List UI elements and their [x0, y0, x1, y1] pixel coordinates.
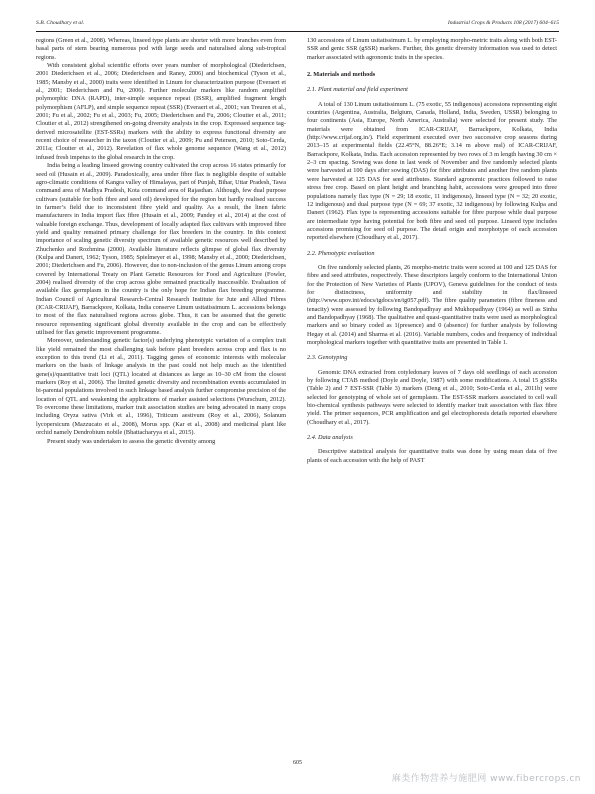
paragraph: With consistent global scientific efforts over years number of morphological (Diederichsen, 2001 Diederichsen et al., 2006; Diederichsen and Raney, 2006) and biochemical (Tyson et al., 1985; Mansby et al., 2000) traits were identified in Linum for characterization purpose (Everaert et al., 2001; Diederichsen and Fu, 2006). Further molecular markers like random amplified polymorphic DNA (RAPD), inter-simple sequence repeat (ISSR), amplified fragment length polymorphism (AFLP), and simple sequence repeat (SSR) (Everaert et al., 2001; van Treuren et al., 2001; Fu et al., 2002; Fu et al., 2003; Fu, 2005; Diederichsen and Fu, 2006; Cloutier et al., 2011; Cloutier et al., 2012) strengthened on-going diversity analysis in the crop. Expressed sequence tag-derived microsatellite (EST-SSRs) markers with the ability to express functional diversity are recent choice of researcher in the taxon (Cloutier et al., 2009; Pu and Peterson, 2010; Soto-Cerda, 2011a; Cloutier et al., 2012). Revelation of flax whole genome sequence (Wang et al., 2012) infused fresh impetus to the global research in the crop.	[36, 62, 286, 161]
paragraph: 130 accessions of Linum usitatissimum L. by employing morpho-metric traits along with both EST-SSR and genic SSR (gSSR) markers. Further, this genetic diversity information was used to detect marker associated with agronomic traits in the species.	[307, 37, 557, 61]
subsection-heading: 2.2. Phenotypic evaluation	[307, 249, 375, 257]
left-column	[36, 37, 286, 446]
subsection-heading: 2.4. Data analysis	[307, 434, 353, 442]
page-number: 605	[293, 760, 302, 766]
running-header-authors: S.B. Choudhary et al.	[36, 20, 85, 26]
section-heading: 2. Materials and methods	[307, 71, 376, 79]
right-column	[307, 37, 557, 465]
paragraph: regions (Green et al., 2008). Whereas, linseed type plants are shorter with more branches even from basal parts of stem bearing numerous pod with large seeds and naturalised along sub-tropical regions.	[36, 37, 286, 61]
subsection-heading: 2.1. Plant material and field experiment	[307, 86, 408, 94]
subsection-heading: 2.3. Genotyping	[307, 354, 348, 362]
paragraph: On five randomly selected plants, 26 morpho-metric traits were scored at 100 and 125 DAS for fibre and seed attributes, respectively. These descriptors largely conform to the International Union for the Protection of New Varieties of Plants (UPOV), Geneva guidelines for the conduct of tests for distinctness, uniformity and stability in flax/linseed (http://www.upov.int/edocs/tgdocs/en/tg057.pdf). The fibre quality parameters (fibre fineness and tenacity) were assessed by following Bandopadhyay and Mukhopadhyay (1964) as well as Sinha and Bandopadhyay (1968). The qualitative and quasi-quantitative traits were used as morphological markers and so binary coded as 1(presence) and 0 (absence) for further analysis by following Hegay et al. (2014) and Sharma et al. (2016). Variable numbers, codes and frequency of individual morphological markers together with quantitative traits are presented in Table 1.	[307, 263, 557, 346]
header-rule	[36, 31, 559, 32]
paragraph: Present study was undertaken to assess the genetic diversity among	[47, 437, 216, 445]
paragraph: Descriptive statistical analysis for quantitative traits was done by using mean data of five plants of each accession with the help of PAST	[307, 448, 557, 464]
running-header-journal: Industrial Crops & Products 108 (2017) 604–615	[447, 20, 559, 26]
watermark: 麻类作物营养与施肥网 www.fibercrops.cn	[391, 774, 581, 784]
paragraph: A total of 130 Linum usitatissimum L. (75 exotic, 55 indigenous) accessions representing eight countries (Argentina, Australia, Belgium, Canada, Holland, India, Sweden, USSR) belonging to four continents (Asia, Europe, North America, Australia) were selected for present study. The materials were obtained from ICAR-CRIJAF, Barrackpore, Kolkata, India (http://www.crijaf.org.in/). Field experiment executed over two successive crop seasons during 2013–15 at experimental fields (22.45°N, 88.26°E; 3.14 m above msl) of ICAR-CRIJAF, Barrackpore, Kolkata, India. Each accession represented by two rows of 3 m length having 30 cm × 2–3 cm spacing. Sowing was done in last week of November and five randomly selected plants were harvested at 100 days after sowing (DAS) for fibre attributes and another five random plants were harvested at 125 DAS for seed attributes. Standard agronomic practices followed to raise stress free crop. Based on plant height and branching habit, accessions were grouped into three populations namely flax type (N = 29; 18 exotic, 11 indigenous), linseed type (N = 32; 20 exotic, 12 indigenous) and dual purpose type (N = 69; 37 exotic, 32 indigenous) by following Kulpa and Danert (1962). Flax type is representing accessions suitable for fibre purpose while dual purpose are intermediate type having potential for both fibre and seed oil purpose. Linseed type includes accessions promising for seed oil purpose. The detail origin and morphotype of each accession reported elsewhere (Choudhary et al., 2017).	[307, 100, 557, 242]
paragraph: Genomic DNA extracted from cotyledonary leaves of 7 days old seedlings of each accession by following CTAB method (Doyle and Doyle, 1987) with some modifications. A total 15 gSSRs (Table 2) and 7 EST-SSR (Table 3) markers (Deng et al., 2010; Soto-Cerda et al., 2011b) were selected for genotyping of whole set of germplasm. The EST-SSR markers associated to cell wall bio-chemical synthesis pathways were selected to identify marker trait association with flax fibre yield. The primer sequences, PCR amplification and gel electrophoresis details reported elsewhere (Choudhary et al., 2017).	[307, 368, 557, 426]
paragraph: India being a leading linseed growing country cultivated the crop across 16 states primarily for seed oil (Husain et al., 2009). Paradoxically, area under fibre flax is negligible despite of suitable agro-climatic conditions of Kangra valley of Himalayas, part of Punjab, Bihar, Uttar Pradesh, Tawa command area of Madhya Pradesh, Kota command area of Rajasthan. Although, few dual purpose cultivars (suitable for both fibre and seed oil) developed for the region but hardly realised success in farmer’s field due to inconsistent fibre yield and quality. As a result, the linen fabric manufacturers in India import flax fibre (Husain et al., 2009; Pandey et al., 2014) at the cost of valuable foreign exchange. Thus, development of locally adapted flax cultivars with improved fibre yield and quality remained primary challenge for flax breeders in the country. In this context importance of scaling genetic diversity spectrum of available genetic resources well described by Zhuchenko and Rozhmina (2000). Available literature reflects glimpse of global flax diversity (Kulpa and Danert, 1962; Tyson, 1985; Spielmeyer et al., 1998; Mansby et al., 2000; Diederichsen, 2001; Diederichsen and Fu, 2006). However, due to non-inclusion of the genus Linum among crops covered by International Treaty on Plant Genetic Resources for Food and Agriculture (Fowler, 2004) realised diversity of the crop across globe remained practically inaccessible. Evaluation of available flax germplasm in the country is the only hope for Indian flax breeding programme. Indian Council of Agricultural Research-Central Research Institute for Jute and Allied Fibres (ICAR-CRIJAF), Barrackpore, Kolkata, India conserve Linum usitatissimum L. accessions belongs to most of the flax naturalised regions across globe. Thus, it can be assumed that the genetic resource representing significant global diversity available in the crop and can be effectively utilised for flax genetic improvement programme.	[36, 162, 286, 337]
paragraph: Moreover, understanding genetic factor(s) underlying phenotypic variation of a complex trait like yield remained the most challenging task before plant breeders across crop and flax is no exception to this trend (Li et al., 2011). Tagging genes of economic interests with molecular markers on the basis of linkage analysis in the past could not help much as the identified gene(s)/quantitative trait loci (QTL) located at distances as large as 10–30 cM from the closest markers (Roy et al., 2006). The limited genetic diversity and recombination events accumulated in bi-parental populations involved in such linkage based analysis further compromise precision of the location of QTL and weakening the applications of marker assisted selections (Wurschum, 2012). To overcome these limitations, marker trait association studies are being advocated in many crops including Oryza sativa (Virk et al., 1996), Triticum aestivum (Roy et al., 2006), Solanum lycopersicum (Mazzucato et al., 2008), Morus spp. (Kar et al., 2008) and medicinal plant like orchid namely Dendrobium nobile (Bhattacharyya et al., 2015).	[36, 337, 286, 437]
